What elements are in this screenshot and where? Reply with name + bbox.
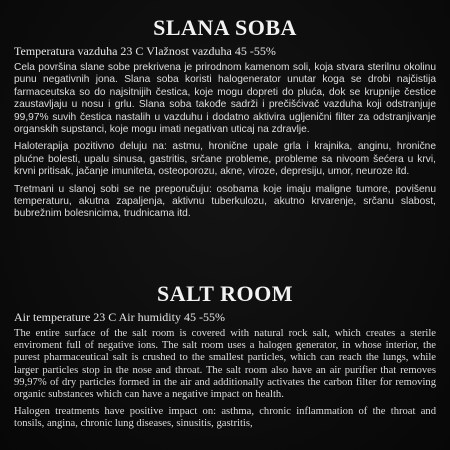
- salt-room-title: SALT ROOM: [157, 281, 293, 306]
- salt-room-section: [14, 282, 436, 436]
- slana-soba-contraindications: Tretmani u slanoj sobi se ne preporučuju: osobama koje imaju maligne tumore, povišenu temperaturu, akutna zapaljenja, aktivnu tuberkulozu, akutno krvarenje, srčanu slabost, bubrežnim bolesnicima, trudnicama itd.: [14, 183, 436, 220]
- salt-room-conditions: Air temperature 23 C Air humidity 45 -55%: [14, 310, 225, 324]
- salt-room-indications: Halogen treatments have positive impact on: asthma, chronic inflammation of the throat and tonsils, angina, chronic lung diseases, sinusitis, gastritis,: [14, 406, 436, 430]
- salt-room-description: The entire surface of the salt room is covered with natural rock salt, which creates a sterile enviroment full of negative ions. The salt room uses a halogen generator, in whose interior, the purest pharmaceutical salt is crushed to the smallest particles, which can reach the lungs, while larger particles stop in the nose and throat. The salt room also have an air purifier that removes 99,97% of dry particles formed in the air and additionally activates the carbon filter for removing organic substances which can have a negative impact on health.: [14, 328, 436, 401]
- slana-soba-indications: Haloterapija pozitivno deluju na: astmu, hronične upale grla i krajnika, anginu, hronične plućne bolesti, upalu sinusa, gastritis, srčane probleme, probleme sa nivoom šećera u krvi, krvni pritisak, jačanje imuniteta, osteoporozu, akne, viroze, depresiju, umor, neuroze itd.: [14, 141, 436, 178]
- slana-soba-section: [14, 16, 436, 226]
- slana-soba-conditions: Temperatura vazduha 23 C Vlažnost vazduha 45 -55%: [14, 44, 276, 58]
- slana-soba-description: Cela površina slane sobe prekrivena je prirodnom kamenom soli, koja stvara sterilnu okolinu punu negativnih jona. Slana soba koristi halogenerator unutar koga se drobi najčistija farmaceutska so do najsitnijih čestica, koje mogu dopreti do pluća, dok se krupnije čestice zaustavljaju u nosu i grlu. Slana soba takođe sadrži i prečišćivač vazduha koji odstranjuje 99,97% suvih čestica nastalih u vazduhu i dodatno aktivira ugljenični filter za odstranjivanje organskih supstanci, koje mogu imati negativan uticaj na zdravlje.: [14, 62, 436, 136]
- slana-soba-title: SLANA SOBA: [153, 15, 297, 40]
